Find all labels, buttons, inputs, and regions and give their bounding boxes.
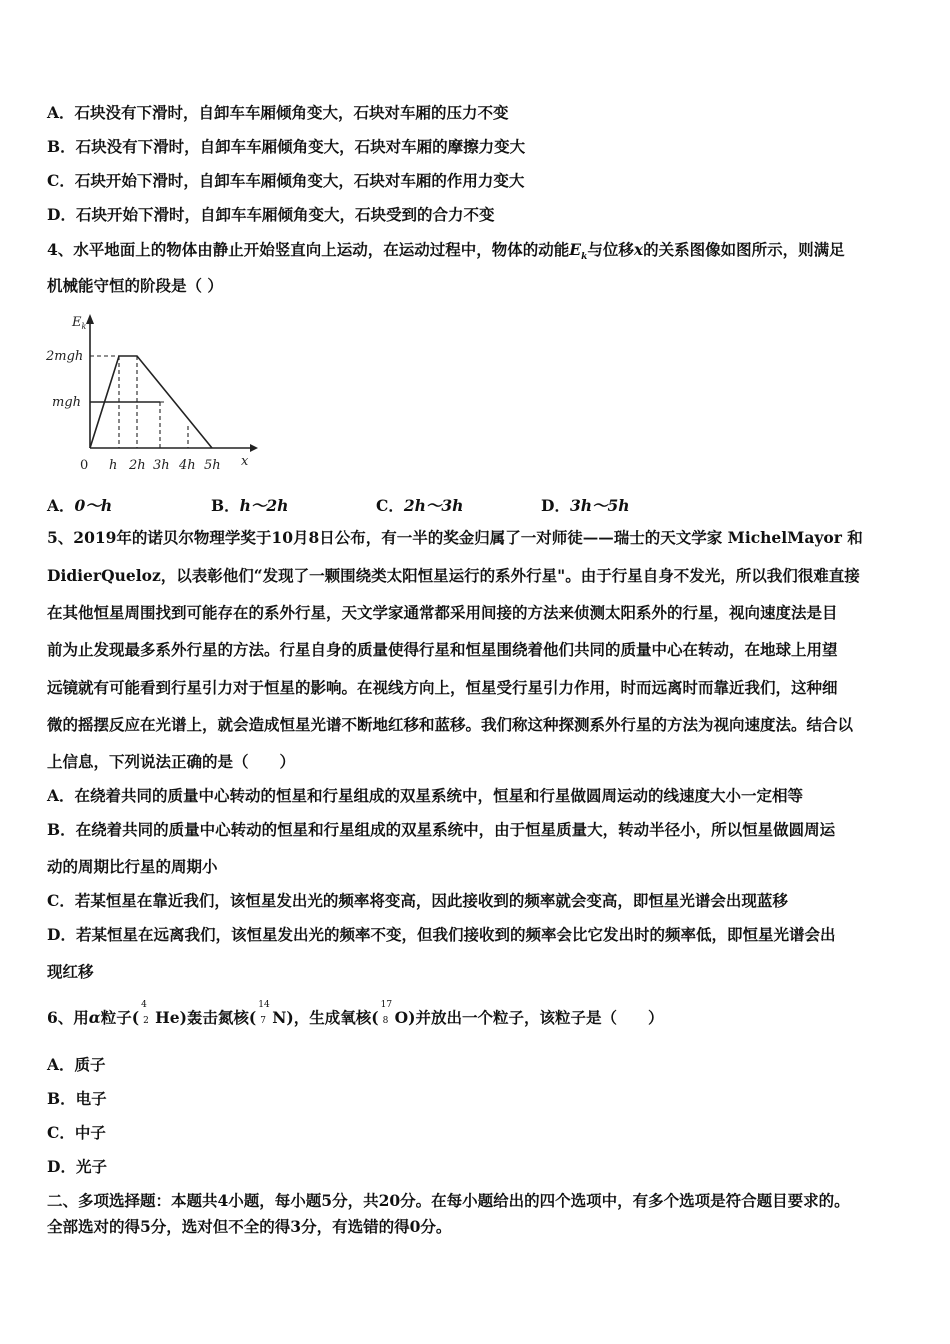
q5-stem-line2: DidierQueloz，以表彰他们“发现了一颗围绕类太阳恒星运行的系外行星"。由于行星自身不发光，所以我们很难直接 bbox=[47, 566, 860, 585]
oxygen-nuclide: 17 8 bbox=[380, 1000, 393, 1026]
q3-option-d: D．石块开始下滑时，自卸车车厢倾角变大，石块受到的合力不变 bbox=[47, 205, 495, 224]
x-axis-label: x bbox=[241, 454, 249, 469]
section2-heading: 二、多项选择题：本题共4小题，每小题5分，共20分。在每小题给出的四个选项中，有多个选项是符合题目要求的。 bbox=[47, 1191, 850, 1210]
x-tick-5h: 5h bbox=[204, 458, 221, 473]
x-tick-h: h bbox=[109, 458, 118, 473]
q5-option-d-line2: 现红移 bbox=[47, 962, 94, 981]
q3-option-a: A．石块没有下滑时，自卸车车厢倾角变大，石块对车厢的压力不变 bbox=[47, 103, 509, 122]
x-tick-0: 0 bbox=[80, 458, 89, 473]
q6-stem: 6、用α粒子( 4 2 He)轰击氮核( 14 7 N)，生成氧核( 17 8 O)并放出一个粒子，该粒子是（ ） bbox=[47, 1000, 664, 1027]
q3-option-c: C．石块开始下滑时，自卸车车厢倾角变大，石块对车厢的作用力变大 bbox=[47, 171, 525, 190]
x-axis-arrow bbox=[250, 444, 258, 452]
y-axis-label: $E_k$ bbox=[72, 315, 87, 331]
q5-stem-line4: 前为止发现最多系外行星的方法。行星自身的质量使得行星和恒星围绕着他们共同的质量中心在转动，在地球上用望 bbox=[47, 640, 838, 659]
q5-stem-line6: 微的摇摆反应在光谱上，就会造成恒星光谱不断地红移和蓝移。我们称这种探测系外行星的方法为视向速度法。结合以 bbox=[47, 715, 854, 734]
q3-option-b: B．石块没有下滑时，自卸车车厢倾角变大，石块对车厢的摩擦力变大 bbox=[47, 137, 526, 156]
q4-option-d: D．3h～5h bbox=[541, 496, 630, 515]
q4-option-b: B．h～2h bbox=[211, 496, 289, 515]
x-tick-2h: 2h bbox=[129, 458, 146, 473]
q5-stem-line1: 5、2019年的诺贝尔物理学奖于10月8日公布，有一半的奖金归属了一对师徒——瑞士的天文学家 MichelMayor 和 bbox=[47, 528, 863, 547]
q5-stem-line5: 远镜就有可能看到行星引力对于恒星的影响。在视线方向上，恒星受行星引力作用，时而远离时而靠近我们，这种细 bbox=[47, 678, 838, 697]
nitrogen-nuclide: 14 7 bbox=[258, 1000, 270, 1026]
section2-instructions: 全部选对的得5分，选对但不全的得3分，有选错的得0分。 bbox=[47, 1217, 452, 1236]
y-tick-2mgh: 2mgh bbox=[46, 349, 84, 364]
q5-option-c: C．若某恒星在靠近我们，该恒星发出光的频率将变高，因此接收到的频率就会变高，即恒星光谱会出现蓝移 bbox=[47, 891, 788, 910]
q5-option-d-line1: D．若某恒星在远离我们，该恒星发出光的频率不变，但我们接收到的频率会比它发出时的频率低，即恒星光谱会出 bbox=[47, 925, 836, 944]
q6-option-d: D．光子 bbox=[47, 1157, 107, 1176]
y-axis-arrow bbox=[86, 314, 94, 324]
helium-nuclide: 4 2 bbox=[141, 1000, 149, 1026]
q6-option-a: A．质子 bbox=[47, 1055, 106, 1074]
q5-option-b-line1: B．在绕着共同的质量中心转动的恒星和行星组成的双星系统中，由于恒星质量大，转动半径小，所以恒星做圆周运 bbox=[47, 820, 836, 839]
q5-option-a: A．在绕着共同的质量中心转动的恒星和行星组成的双星系统中，恒星和行星做圆周运动的线速度大小一定相等 bbox=[47, 786, 804, 805]
ek-x-graph bbox=[40, 308, 270, 478]
q5-option-b-line2: 动的周期比行星的周期小 bbox=[47, 857, 218, 876]
q5-stem-line7: 上信息，下列说法正确的是（ ） bbox=[47, 752, 296, 771]
x-tick-4h: 4h bbox=[179, 458, 196, 473]
q4-option-a: A．0～h bbox=[47, 496, 113, 515]
q5-stem-line3: 在其他恒星周围找到可能存在的系外行星，天文学家通常都采用间接的方法来侦测太阳系外的行星，视向速度法是目 bbox=[47, 603, 838, 622]
x-tick-3h: 3h bbox=[153, 458, 170, 473]
y-tick-mgh: mgh bbox=[52, 395, 82, 410]
q4-option-c: C．2h～3h bbox=[376, 496, 464, 515]
q6-option-c: C．中子 bbox=[47, 1123, 106, 1142]
q6-option-b: B．电子 bbox=[47, 1089, 107, 1108]
q4-stem-line2: 机械能守恒的阶段是（ ） bbox=[47, 276, 223, 295]
q4-stem-line1: 4、水平地面上的物体由静止开始竖直向上运动，在运动过程中，物体的动能$E_k$与位移x的关系图像如图所示，则满足 bbox=[47, 240, 845, 263]
